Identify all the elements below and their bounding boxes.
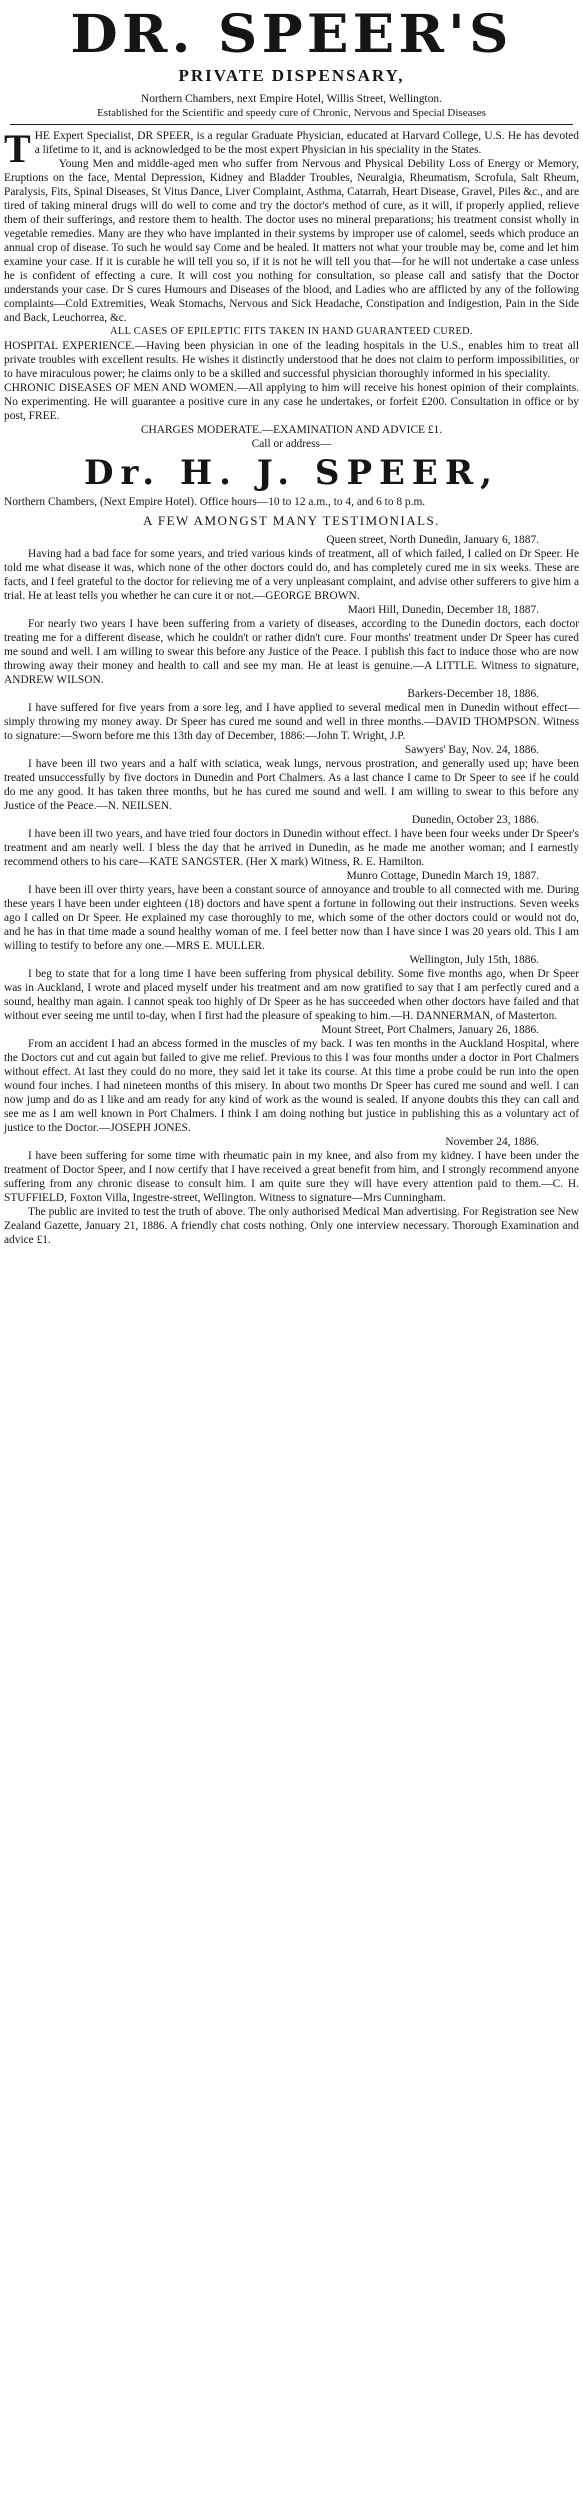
testimonials-heading: A FEW AMONGST MANY TESTIMONIALS. <box>142 513 441 528</box>
testimonial-place: Queen street, North Dunedin, January 6, 1887. <box>326 534 539 546</box>
testimonial-place: Maori Hill, Dunedin, December 18, 1887. <box>347 604 539 616</box>
doctor-name: Dr. H. J. SPEER, <box>84 453 499 493</box>
call-line: Call or address— <box>251 438 332 450</box>
masthead-title: DR. SPEER'S <box>70 4 513 65</box>
hospital-experience: HOSPITAL EXPERIENCE.—Having been physician in one of the leading hospitals in the U.S., enables him to treat all private troubles with excellent results. He wishes it distinctly understood that he does not claim to perform impossibilities, or to have miraculous power; he claims only to be a skilled and successful physician thoroughly informed in his speciality. <box>4 340 579 380</box>
charges-line: CHARGES MODERATE.—EXAMINATION AND ADVICE £1. <box>140 424 443 436</box>
testimonial-place: Munro Cottage, Dunedin March 19, 1887. <box>346 870 539 882</box>
testimonial-place: Dunedin, October 23, 1886. <box>411 814 539 826</box>
testimonial-text: I have suffered for five years from a sore leg, and I have applied to several medical men in Dunedin without effect—simply throwing my money away. Dr Speer has cured me sound and well in three months.—DAVID THOMPSON. Witness to signature:—Sworn before me this 13th day of December, 1886:—John T. Wright, J.P. <box>4 702 579 742</box>
address-line: Northern Chambers, next Empire Hotel, Willis Street, Wellington. <box>141 93 442 105</box>
testimonial-text: For nearly two years I have been suffering from a variety of diseases, according to the Dunedin doctors, each doctor treating me for a different disease, which he couldn't or rather didn't cure. Four months' treatment under Dr Speer has cured me sound and well. I am willing to swear this before any Justice of the Peace. I publish this fact to induce those who are now throwing away their money and health to call and see my man. He at least is genuine.—A LITTLE. Witness to signature, ANDREW WILSON. <box>4 618 579 686</box>
testimonial-place: November 24, 1886. <box>445 1136 539 1148</box>
testimonial-text: I have been ill two years and a half with sciatica, weak lungs, nervous prostration, and generally used up; have been treated unsuccessfully by five doctors in Dunedin and Port Chalmers. As a last chance I came to Dr Speer to see if he could do me any good. It has taken three months, but he has cured me sound and well. I am willing to swear to this before any Justice of the Peace.—N. NEILSEN. <box>4 758 579 812</box>
divider <box>10 124 573 125</box>
testimonial-text: I beg to state that for a long time I have been suffering from physical debility. Some five months ago, when Dr Speer was in Auckland, I wrote and placed myself under his treatment and am now gratified to say that I am perfectly cured and a sound, healthy man again. I cannot speak too highly of Dr Speer as he has succeeded when other doctors have failed and that without ever seeing me until to-day, when I first had the pleasure of speaking to him.—H. DANNERMAN, of Masterton. <box>4 968 579 1022</box>
testimonial-text: I have been ill over thirty years, have been a constant source of annoyance and trouble to all connected with me. During these years I have been under eighteen (18) doctors and have spent a fortune in following out their instructions. Seven weeks ago I called on Dr Speer. He explained my case thoroughly to me, which some of the other doctors could or would not do, and he has in that time made a sound healthy woman of me. I feel better now than I have since I was 20 years old. This I am willing to testify to before any one.—MRS E. MULLER. <box>4 884 579 952</box>
office-hours: Northern Chambers, (Next Empire Hotel). Office hours—10 to 12 a.m., to 4, and 6 to 8 p.m. <box>4 496 426 508</box>
chronic-diseases: CHRONIC DISEASES OF MEN AND WOMEN.—All applying to him will receive his honest opinion of their complaints. No experimenting. He will guarantee a positive cure in any case he undertakes, or forfeit £200. Consultation in office or by post, FREE. <box>4 382 579 422</box>
testimonials-list <box>4 533 579 1205</box>
testimonial-text: I have been ill two years, and have tried four doctors in Dunedin without effect. I have been four weeks under Dr Speer's treatment and am nearly well. I bless the day that he arrived in Dunedin, as he made me another woman; and I earnestly recommend others to his care—KATE SANGSTER. (Her X mark) Witness, R. E. Hamilton. <box>4 828 579 868</box>
testimonial-text: From an accident I had an abcess formed in the muscles of my back. I was ten months in the Auckland Hospital, where the Doctors cut and cut again but failed to give me relief. Previous to this I was four months under a doctor in Port Chalmers without effect. At last they could do no more, they said let it take its course. At this time a probe could be run into the open wound four inches. I had nineteen months of this misery. In about two months Dr Speer has cured me sound and well. I can now jump and do as I like and am ready for any kind of work as the wound is sealed. If anyone doubts this they can call and see me as I am well known in Port Chalmers. I think I am doing nothing but justice in publishing this as a voluntary act of justice to the Doctor.—JOSEPH JONES. <box>4 1038 579 1134</box>
conditions-paragraph: Young Men and middle-aged men who suffer from Nervous and Physical Debility Loss of Energy or Memory, Eruptions on the face, Mental Depression, Kidney and Bladder Troubles, Neuralgia, Rheumatism, Scrofula, Salt Rheum, Paralysis, Fits, Spinal Diseases, St Vitus Dance, Liver Complaint, Asthma, Catarrah, Heart Disease, Gravel, Piles &c., and are tired of taking mineral drugs will do well to come and try the doctor's method of cure, as it will, if properly applied, relieve them of their sufferings, and restore them to health. The doctor uses no mineral preparations; his treatment consist wholly in vegetable remedies. Many are they who have implanted in their systems by improper use of calomel, seeds which produce an annual crop of disease. To such he would say Come and be healed. It matters not what your trouble may be, come and let him examine your case. If it is curable he will tell you so, if it is not he will tell you that—for he will not undertake a case unless he is confident of effecting a cure. It will cost you nothing for consultation, so please call and satisfy that the Doctor understands your case. Dr S cures Humours and Diseases of the blood, and Ladies who are afflicted by any of the following complaints—Cold Extremities, Weak Stomachs, Nervous and Sick Headache, Constipation and Indigestion, Pain in the Side and Back, Leuchorrea, &c. <box>4 158 579 324</box>
testimonial-place: Barkers-December 18, 1886. <box>407 688 539 700</box>
testimonial-text: I have been suffering for some time with rheumatic pain in my knee, and also from my kidney. I have been under the treatment of Doctor Speer, and I now certify that I have received a great benefit from him, and I strongly recommend anyone suffering from any chronic disease to consult him. I am quite sure they will have every attention paid to them.—C. H. STUFFIELD, Foxton Villa, Ingestre-street, Wellington. Witness to signature—Mrs Cunningham. <box>4 1150 579 1204</box>
epileptic-notice: ALL CASES OF EPILEPTIC FITS TAKEN IN HAND GUARANTEED CURED. <box>110 326 473 337</box>
subhead: PRIVATE DISPENSARY, <box>178 66 405 85</box>
intro-text: HE Expert Specialist, DR SPEER, is a regular Graduate Physician, educated at Harvard College, U.S. He has devoted a lifetime to it, and is acknowledged to be the most expert Physician in his speciality in the States. <box>34 130 579 156</box>
testimonial-text: Having had a bad face for some years, and tried various kinds of treatment, all of which failed, I called on Dr Speer. He told me what disease it was, which none of the other doctors could do, and has completely cured me in six weeks. These are facts, and I feel grateful to the doctor for relieving me of a very unpleasant complaint, and advise other sufferers to give him a trial. He at least tells you whether he can cure it or not.—GEORGE BROWN. <box>4 548 579 602</box>
closing-paragraph: The public are invited to test the truth of above. The only authorised Medical Man advertising. For Registration see New Zealand Gazette, January 21, 1886. A friendly chat costs nothing. Only one interview necessary. Thorough Examination and advice £1. <box>4 1206 579 1246</box>
intro-paragraph <box>4 126 579 171</box>
testimonial-place: Mount Street, Port Chalmers, January 26, 1886. <box>321 1024 539 1036</box>
testimonial-place: Sawyers' Bay, Nov. 24, 1886. <box>404 744 539 756</box>
drop-cap: T <box>4 126 31 171</box>
testimonial-place: Wellington, July 15th, 1886. <box>409 954 539 966</box>
established-line: Established for the Scientific and speedy cure of Chronic, Nervous and Special Diseases <box>97 107 486 119</box>
